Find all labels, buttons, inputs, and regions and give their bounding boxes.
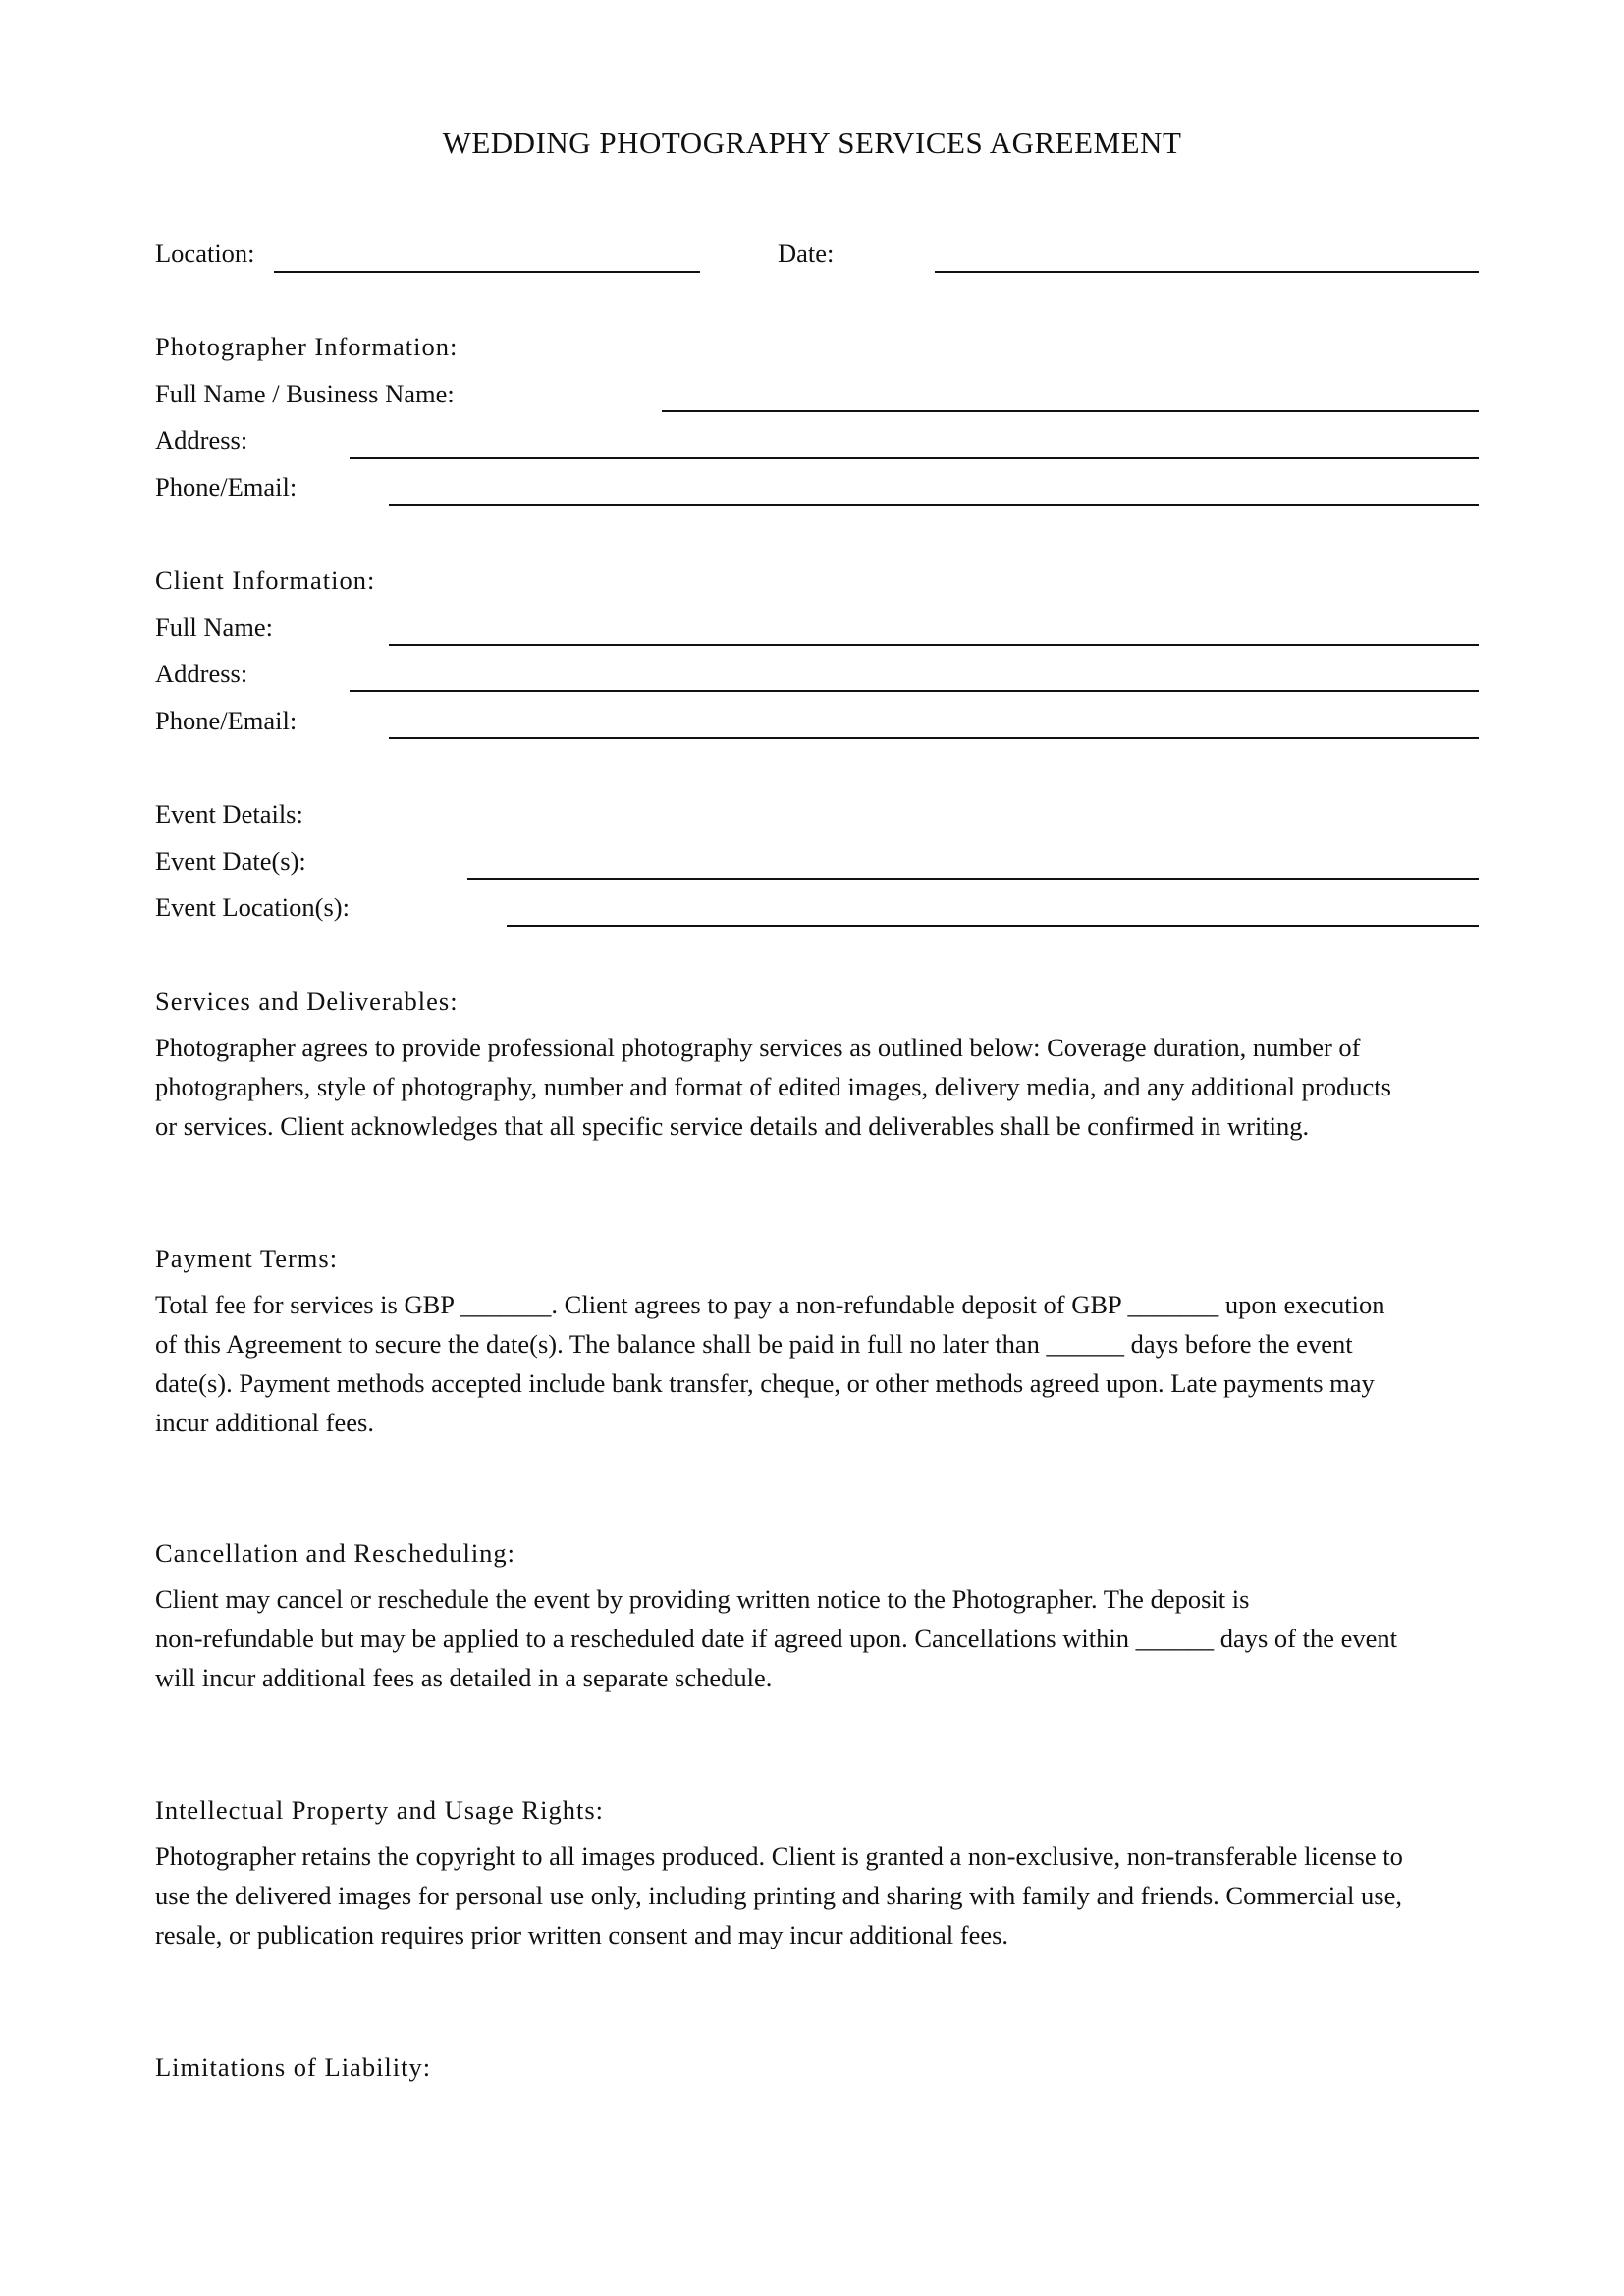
ip-line: Photographer retains the copyright to all images produced. Client is granted a non-exclusive, non-transferable license to [155, 1842, 1403, 1871]
services-line: photographers, style of photography, number and format of edited images, delivery media, and any additional products [155, 1072, 1391, 1101]
services-heading: Services and Deliverables: [155, 987, 459, 1016]
location-label: Location: [155, 239, 255, 268]
client-contact-label: Phone/Email: [155, 706, 298, 735]
client-heading: Client Information: [155, 565, 376, 595]
ip-line: resale, or publication requires prior written consent and may incur additional fees. [155, 1920, 1009, 1949]
payment-line: of this Agreement to secure the date(s). The balance shall be paid in full no later than ______ days before the event [155, 1329, 1353, 1359]
cancellation-line: will incur additional fees as detailed in a separate schedule. [155, 1663, 773, 1692]
ip-line: use the delivered images for personal use only, including printing and sharing with family and friends. Commercial use, [155, 1881, 1402, 1910]
cancellation-line: Client may cancel or reschedule the event by providing written notice to the Photographer. The deposit is [155, 1584, 1250, 1614]
event-locations-label: Event Location(s): [155, 892, 350, 922]
event-locations-field[interactable] [507, 925, 1479, 927]
photographer-contact-label: Phone/Email: [155, 472, 298, 502]
photographer-address-label: Address: [155, 425, 248, 454]
photographer-name-label: Full Name / Business Name: [155, 379, 455, 408]
date-field[interactable] [935, 271, 1479, 273]
cancellation-heading: Cancellation and Rescheduling: [155, 1538, 516, 1568]
ip-heading: Intellectual Property and Usage Rights: [155, 1795, 605, 1825]
payment-line: incur additional fees. [155, 1408, 374, 1437]
payment-line: date(s). Payment methods accepted include bank transfer, cheque, or other methods agreed upon. Late payments may [155, 1368, 1375, 1398]
cancellation-line: non-refundable but may be applied to a rescheduled date if agreed upon. Cancellations within ______ days of the event [155, 1624, 1397, 1653]
document-title: WEDDING PHOTOGRAPHY SERVICES AGREEMENT [442, 126, 1182, 160]
photographer-name-field[interactable] [662, 410, 1479, 412]
photographer-contact-field[interactable] [389, 504, 1479, 506]
client-address-field[interactable] [350, 690, 1479, 692]
services-line: Photographer agrees to provide professional photography services as outlined below: Coverage duration, number of [155, 1033, 1361, 1062]
payment-paragraph [155, 1285, 1487, 1442]
client-contact-field[interactable] [389, 737, 1479, 739]
location-field[interactable] [274, 271, 700, 273]
payment-line: Total fee for services is GBP _______. Client agrees to pay a non-refundable deposit of GBP _______ upon execution [155, 1290, 1385, 1319]
ip-paragraph [155, 1837, 1487, 1954]
event-heading: Event Details: [155, 799, 303, 828]
event-dates-field[interactable] [467, 878, 1479, 880]
date-label: Date: [778, 239, 835, 268]
cancellation-paragraph [155, 1579, 1487, 1697]
photographer-heading: Photographer Information: [155, 332, 459, 361]
client-name-field[interactable] [389, 644, 1479, 646]
services-paragraph [155, 1028, 1487, 1146]
photographer-address-field[interactable] [350, 457, 1479, 459]
event-dates-label: Event Date(s): [155, 846, 306, 876]
payment-heading: Payment Terms: [155, 1244, 339, 1273]
services-line: or services. Client acknowledges that all specific service details and deliverables shall be confirmed in writing. [155, 1111, 1310, 1141]
client-name-label: Full Name: [155, 613, 273, 642]
client-address-label: Address: [155, 659, 248, 688]
liability-heading: Limitations of Liability: [155, 2053, 432, 2082]
